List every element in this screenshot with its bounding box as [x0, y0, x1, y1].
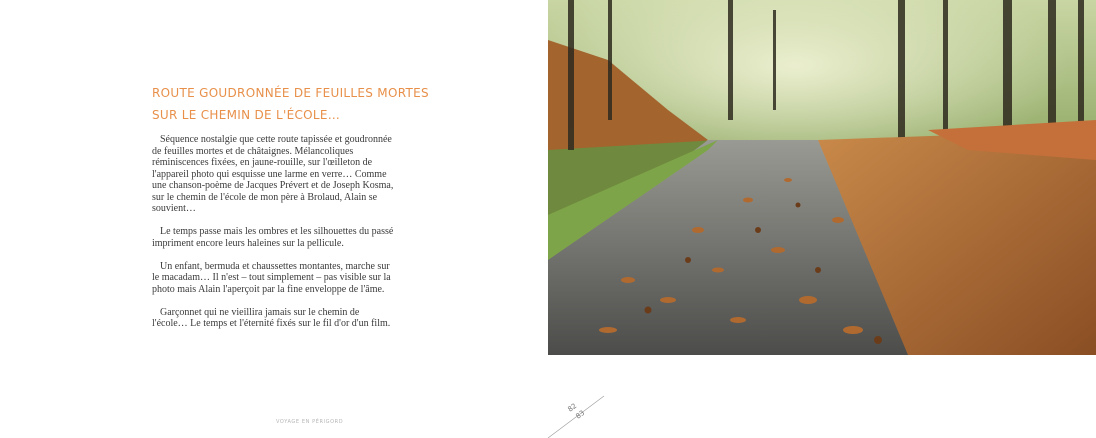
paragraph: Garçonnet qui ne vieillira jamais sur le chemin de l'école… Le temps et l'éternité fixés sur le fil d'or d'un film. — [152, 306, 391, 329]
page-number-mark — [540, 390, 610, 438]
paragraph: Le temps passe mais les ombres et les silhouettes du passé impriment encore leurs haleines sur la pellicule. — [152, 226, 394, 249]
body-text — [152, 134, 397, 341]
chapter-heading — [152, 82, 452, 126]
page-number-right: 83 — [574, 408, 587, 421]
paragraph: Un enfant, bermuda et chaussettes montantes, marche sur le macadam… Il n'est – tout simplement – pas visible sur la photo mais Alain l'aperçoit par la fine enveloppe de l'âme. — [152, 260, 391, 295]
page-number-left: 82 — [566, 401, 579, 414]
running-footer: VOYAGE EN PÉRIGORD — [276, 419, 344, 425]
autumn-road-photo — [548, 0, 1096, 355]
heading-line-1: ROUTE GOUDRONNÉE DE FEUILLES MORTES — [152, 86, 429, 100]
paragraph: Séquence nostalgie que cette route tapissée et goudronnée de feuilles mortes et de châtaignes. Mélancoliques réminiscences fixées, en jaune-rouille, sur l'œilleton de l'appareil photo qui esquisse une larme en verre… Comme une chanson-poème de Jacques Prévert et de Joseph Kosma, sur le chemin de l'école de mon père à Brolaud, Alain se souvient… — [152, 134, 394, 214]
heading-line-2: SUR LE CHEMIN DE L'ÉCOLE… — [152, 108, 341, 122]
